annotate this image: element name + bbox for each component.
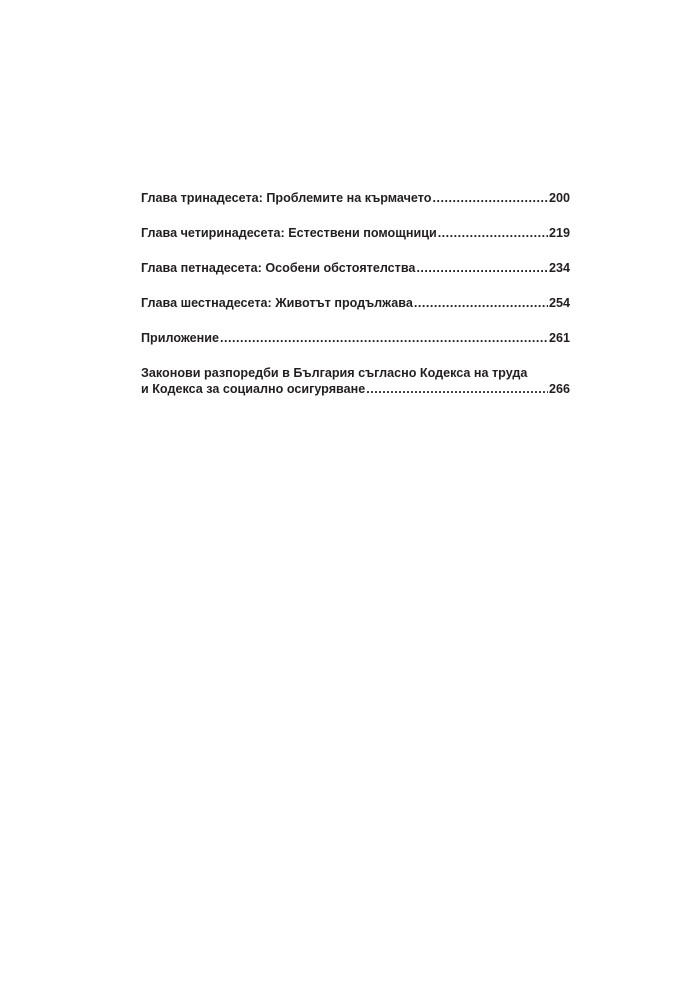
toc-dot-leader (220, 330, 548, 346)
toc-entry-appendix (141, 330, 570, 346)
toc-entry-title: Глава петнадесета: Особени обстоятелства (141, 261, 416, 275)
toc-entry-legal-provisions (141, 365, 570, 397)
toc-dot-leader (416, 260, 548, 276)
toc-page-number: 266 (548, 382, 570, 396)
toc-entry-chapter-15 (141, 260, 570, 276)
toc-dot-leader (438, 225, 548, 241)
toc-page-number: 200 (548, 191, 570, 205)
toc-dot-leader (432, 190, 548, 206)
toc-entry-title: Глава тринадесета: Проблемите на кърмачето (141, 191, 432, 205)
toc-entry-title: Глава шестнадесета: Животът продължава (141, 296, 413, 310)
toc-page-number: 234 (548, 261, 570, 275)
toc-entry-title: Глава четиринадесета: Естествени помощници (141, 226, 437, 240)
toc-entry-title-line-1: Законови разпоредби в България съгласно Кодекса на труда (141, 366, 528, 380)
toc-entry-title: Приложение (141, 331, 219, 345)
toc-entry-title-line-2: и Кодекса за социално осигуряване (141, 382, 366, 396)
toc-page-number: 261 (548, 331, 570, 345)
toc-entry-chapter-14 (141, 225, 570, 241)
toc-page-number: 219 (548, 226, 570, 240)
table-of-contents (141, 190, 570, 416)
toc-dot-leader (366, 381, 548, 397)
toc-page-number: 254 (548, 296, 570, 310)
toc-entry-chapter-16 (141, 295, 570, 311)
toc-entry-chapter-13 (141, 190, 570, 206)
toc-dot-leader (414, 295, 548, 311)
